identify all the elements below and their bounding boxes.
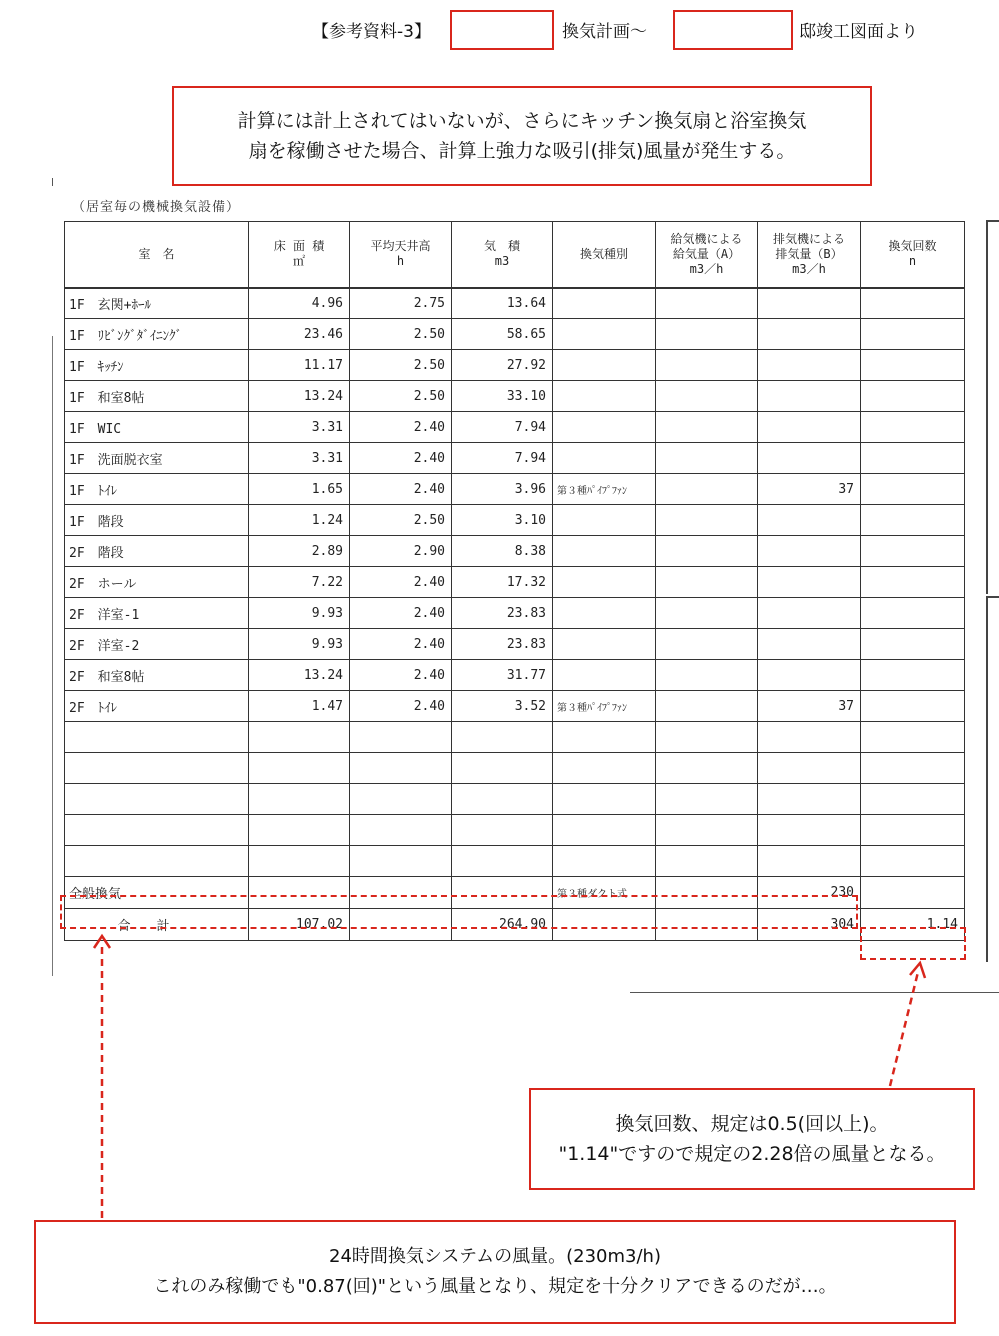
header-room: 室 名 <box>65 222 249 288</box>
ventilation-type-cell: 第３種ﾊﾟｲﾌﾟﾌｧﾝ <box>553 691 656 722</box>
general-ventilation-exhaust: 230 <box>758 877 861 909</box>
table-caption: （居室毎の機械換気設備） <box>72 200 241 215</box>
header-height: 平均天井高 h <box>350 222 452 288</box>
room-volume-cell: 33.10 <box>452 381 553 412</box>
ceiling-height-cell: 2.40 <box>350 598 452 629</box>
header-suffix-text: 邸竣工図面より <box>799 22 918 42</box>
ceiling-height-cell: 2.50 <box>350 505 452 536</box>
room-volume-cell: 17.32 <box>452 567 553 598</box>
room-name-cell: 1F 洗面脱衣室 <box>65 443 249 474</box>
top-annotation-line-2: 扇を稼働させた場合、計算上強力な吸引(排気)風量が発生する。 <box>248 140 796 162</box>
room-volume-cell: 7.94 <box>452 412 553 443</box>
room-name-cell: 1F ﾄｲﾚ <box>65 474 249 505</box>
general-ventilation-label: 全般換気 <box>65 877 249 909</box>
room-volume-cell: 7.94 <box>452 443 553 474</box>
room-volume-cell: 3.96 <box>452 474 553 505</box>
ceiling-height-cell: 2.40 <box>350 629 452 660</box>
floor-area-cell: 9.93 <box>249 598 350 629</box>
room-name-cell: 1F 階段 <box>65 505 249 536</box>
floor-area-cell: 7.22 <box>249 567 350 598</box>
room-volume-cell: 58.65 <box>452 319 553 350</box>
room-volume-cell: 23.83 <box>452 629 553 660</box>
room-name-cell: 2F 洋室-2 <box>65 629 249 660</box>
reference-label: 【参考資料-3】 <box>312 22 431 42</box>
header-middle-text: 換気計画～ <box>562 22 647 42</box>
header-exhaust: 排気機による 排気量（B） m3／h <box>758 222 861 288</box>
general-ventilation-type: 第３種ダクト式 <box>553 877 656 909</box>
ventilation-type-cell: 第３種ﾊﾟｲﾌﾟﾌｧﾝ <box>553 474 656 505</box>
header-volume: 気 積 m3 <box>452 222 553 288</box>
room-name-cell: 1F ﾘﾋﾞﾝｸﾞﾀﾞｲﾆﾝｸﾞ <box>65 319 249 350</box>
right-annotation-line-1: 換気回数、規定は0.5(回以上)。 <box>615 1113 889 1135</box>
room-name-cell: 2F ﾄｲﾚ <box>65 691 249 722</box>
room-name-cell: 1F ｷｯﾁﾝ <box>65 350 249 381</box>
room-name-cell: 2F ホール <box>65 567 249 598</box>
floor-area-cell: 3.31 <box>249 412 350 443</box>
room-volume-cell: 3.52 <box>452 691 553 722</box>
ceiling-height-cell: 2.40 <box>350 474 452 505</box>
exhaust-volume-cell: 37 <box>758 691 861 722</box>
exhaust-volume-cell: 37 <box>758 474 861 505</box>
floor-area-cell: 13.24 <box>249 381 350 412</box>
header-area: 床 面 積 ㎡ <box>249 222 350 288</box>
top-annotation-line-1: 計算には計上されてはいないが、さらにキッチン換気扇と浴室換気 <box>237 110 807 132</box>
ceiling-height-cell: 2.90 <box>350 536 452 567</box>
floor-area-cell: 3.31 <box>249 443 350 474</box>
ceiling-height-cell: 2.75 <box>350 288 452 319</box>
total-rate: 1.14 <box>861 909 965 941</box>
floor-area-cell: 1.65 <box>249 474 350 505</box>
room-volume-cell: 3.10 <box>452 505 553 536</box>
room-volume-cell: 8.38 <box>452 536 553 567</box>
ceiling-height-cell: 2.50 <box>350 381 452 412</box>
header-supply: 給気機による 給気量（A） m3／h <box>656 222 758 288</box>
ceiling-height-cell: 2.40 <box>350 567 452 598</box>
room-name-cell: 1F 玄関+ﾎｰﾙ <box>65 288 249 319</box>
bottom-annotation-line-2: これのみ稼働でも"0.87(回)"という風量となり、規定を十分クリアできるのだが…。 <box>153 1276 837 1297</box>
arrow-head-up-left <box>94 936 110 948</box>
room-volume-cell: 31.77 <box>452 660 553 691</box>
ceiling-height-cell: 2.40 <box>350 660 452 691</box>
room-volume-cell: 13.64 <box>452 288 553 319</box>
total-area: 107.02 <box>249 909 350 941</box>
bottom-annotation-line-1: 24時間換気システムの風量。(230m3/h) <box>329 1246 661 1267</box>
floor-area-cell: 1.24 <box>249 505 350 536</box>
header-rate: 換気回数 n <box>861 222 965 288</box>
room-name-cell: 2F 和室8帖 <box>65 660 249 691</box>
ceiling-height-cell: 2.50 <box>350 350 452 381</box>
total-exhaust: 304 <box>758 909 861 941</box>
floor-area-cell: 23.46 <box>249 319 350 350</box>
bottom-annotation-box <box>34 1220 956 1324</box>
ceiling-height-cell: 2.40 <box>350 443 452 474</box>
room-name-cell: 1F 和室8帖 <box>65 381 249 412</box>
room-name-cell: 2F 洋室-1 <box>65 598 249 629</box>
floor-area-cell: 2.89 <box>249 536 350 567</box>
right-annotation-line-2: "1.14"ですので規定の2.28倍の風量となる。 <box>558 1143 946 1165</box>
ceiling-height-cell: 2.40 <box>350 412 452 443</box>
room-name-cell: 1F WIC <box>65 412 249 443</box>
floor-area-cell: 11.17 <box>249 350 350 381</box>
floor-area-cell: 9.93 <box>249 629 350 660</box>
right-annotation-box <box>529 1088 975 1190</box>
floor-area-cell: 13.24 <box>249 660 350 691</box>
floor-area-cell: 1.47 <box>249 691 350 722</box>
ceiling-height-cell: 2.40 <box>350 691 452 722</box>
floor-area-cell: 4.96 <box>249 288 350 319</box>
header-type: 換気種別 <box>553 222 656 288</box>
total-volume: 264.90 <box>452 909 553 941</box>
room-volume-cell: 23.83 <box>452 598 553 629</box>
arrow-air-change-rate <box>890 972 918 1086</box>
room-volume-cell: 27.92 <box>452 350 553 381</box>
ceiling-height-cell: 2.50 <box>350 319 452 350</box>
total-label: 合計 <box>65 909 249 941</box>
room-name-cell: 2F 階段 <box>65 536 249 567</box>
